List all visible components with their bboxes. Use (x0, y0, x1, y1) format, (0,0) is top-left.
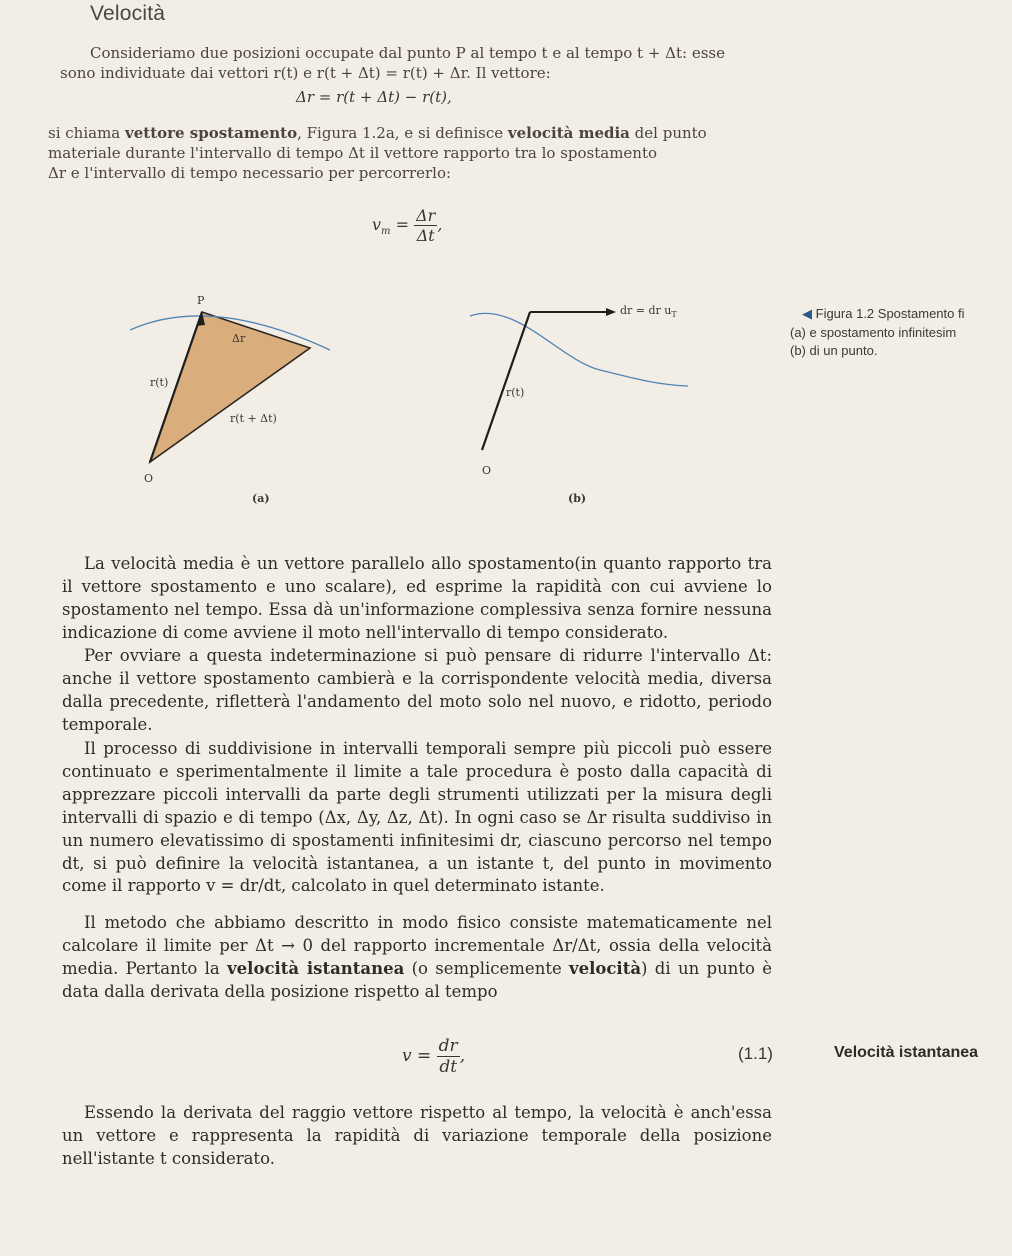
intro-line-2: sono individuate dai vettori r(t) e r(t + Δt) = r(t) + Δr. Il vettore: (60, 64, 551, 82)
figure-caption-title: ◀ Figura 1.2 Spostamento fi (802, 306, 965, 321)
body-paragraph-3: Il processo di suddivisione in intervalli temporali sempre più piccoli può essere continuato e sperimentalmente il limite a tale procedura è posto dalla capacità di apprezzare piccoli intervalli da parte degli strumenti utilizzati per la misura degli intervalli di spazio e di tempo (Δx, Δy, Δz, Δt). In ogni caso se Δr risulta suddiviso in un numero elevatissimo di spostamenti infinitesimi dr, ciascuno percorso nel tempo dt, si può definire la velocità istantanea, a un istante t, del punto in movimento come il rapporto v = dr/dt, calcolato in quel determinato istante. (62, 739, 772, 896)
point-P-label: P (197, 294, 205, 307)
arrow-head-icon (606, 308, 616, 316)
r-t-label-b: r(t) (506, 386, 525, 399)
body-paragraph-2: Per ovviare a questa indeterminazione si può pensare di ridurre l'intervallo Δt: anche il vettore spostamento cambierà e la corrispondente velocità media, diversa dalla precedente, rifletterà l'andamento del moto solo nel nuovo, e ridotto, periodo temporale. (62, 646, 772, 734)
displacement-triangle (150, 312, 310, 462)
equation-number: (1.1) (738, 1044, 773, 1063)
section-title: Velocità (90, 2, 166, 25)
body-paragraph-5: Essendo la derivata del raggio vettore rispetto al tempo, la velocità è anch'essa un vettore e rappresenta la rapidità di variazione temporale della posizione nell'istante t considerato. (62, 1103, 772, 1168)
side-label-instant-velocity: Velocità istantanea (834, 1044, 979, 1061)
equation-displacement: Δr = r(t + Δt) − r(t), (296, 88, 452, 106)
equation-instant-velocity: v = $\frac{dr}{dt}$ , (402, 1036, 466, 1077)
r-t-label: r(t) (150, 376, 169, 389)
vector-r-t-b (482, 312, 530, 450)
r-t-dt-label: r(t + Δt) (230, 412, 277, 425)
origin-label-b: O (482, 464, 492, 477)
equation-average-velocity: $v_m$ = $\frac{\Delta r}{\Delta t}$ , (372, 206, 443, 245)
delta-r-label: Δr (232, 332, 246, 345)
figure-b (460, 300, 700, 510)
trajectory-curve-b (470, 313, 688, 386)
intro-line-5: Δr e l'intervallo di tempo necessario per percorrerlo: (48, 164, 452, 182)
intro-line-4: materiale durante l'intervallo di tempo Δt il vettore rapporto tra lo spostamento (48, 144, 658, 162)
body-paragraph-1: La velocità media è un vettore parallelo allo spostamento(in quanto rapporto tra il vettore spostamento e uno scalare), ed esprime la rapidità con cui avviene lo spostamento nel tempo. Essa dà un'informazione complessiva senza fornire nessuna indicazione di come avviene il moto nell'intervallo di tempo considerato. (62, 554, 772, 642)
dr-label: dr = dr $u_T$ (620, 304, 677, 319)
figure-caption-line-b: (b) di un punto. (790, 343, 878, 358)
origin-label: O (144, 472, 154, 485)
figure-a (130, 290, 360, 510)
intro-line-1: Consideriamo due posizioni occupate dal punto P al tempo t e al tempo t + Δt: esse (90, 44, 725, 62)
figure-caption-line-a: (a) e spostamento infinitesim (790, 325, 957, 340)
figure-a-label: (a) (252, 492, 270, 505)
body-paragraph-4: Il metodo che abbiamo descritto in modo fisico consiste matematicamente nel calcolare il limite per Δt → 0 del rapporto incrementale Δr/Δt, ossia della velocità media. Pertanto la velocità istantanea (o semplicemente velocità) di un punto è data dalla derivata della posizione rispetto al tempo (62, 913, 772, 1001)
intro-line-3: si chiama vettore spostamento, Figura 1.2a, e si definisce velocità media del punto (48, 124, 707, 142)
figure-b-label: (b) (568, 492, 587, 505)
